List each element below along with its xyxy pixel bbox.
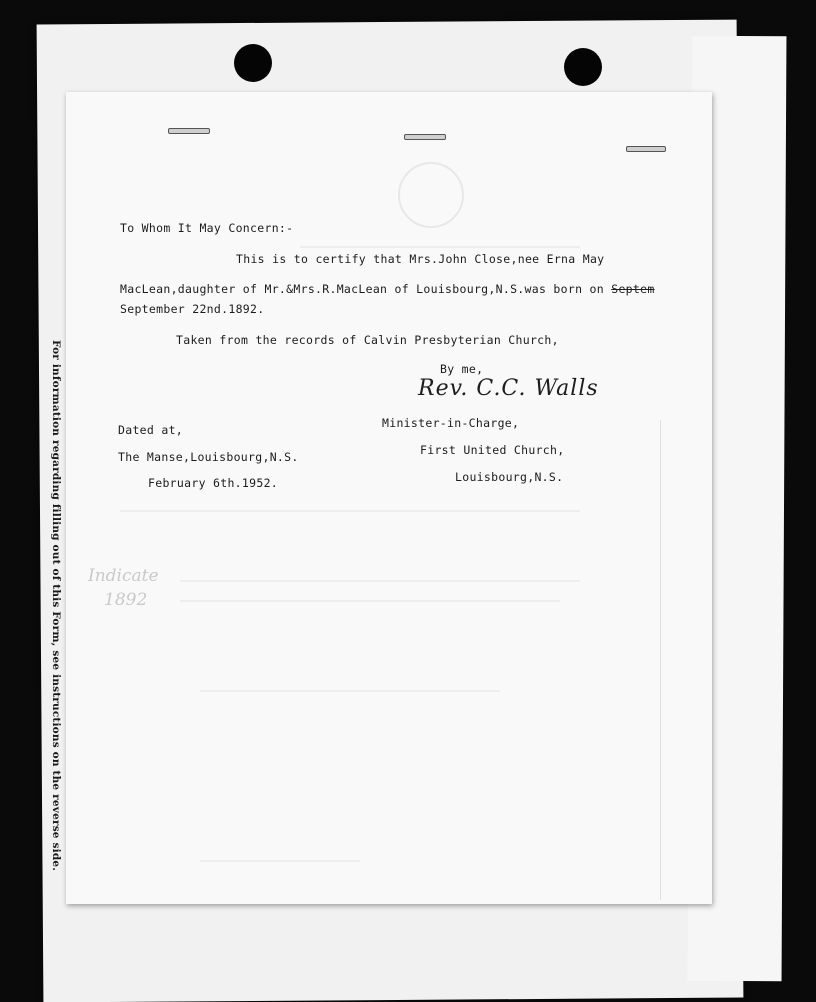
show-through-handwriting: Indicate [88, 566, 159, 586]
minister-title: Minister-in-Charge, [382, 416, 520, 430]
dated-at-label: Dated at, [118, 423, 184, 437]
staple-right [626, 146, 666, 152]
struck-out-text: Septem [611, 282, 655, 296]
certification-line-1: This is to certify that Mrs.John Close,nee Erna May [236, 252, 605, 266]
show-through-line [120, 510, 580, 512]
certification-line-2 [120, 282, 655, 296]
show-through-line [200, 860, 360, 862]
form-instruction-note: For information regarding filling out of this Form, see instructions on the reverse side. [50, 340, 62, 872]
staple-left [168, 128, 210, 134]
punch-hole-right [564, 48, 602, 86]
certification-line-2-text: MacLean,daughter of Mr.&Mrs.R.MacLean of Louisbourg,N.S.was born on [120, 282, 604, 296]
salutation: To Whom It May Concern:- [120, 221, 294, 235]
show-through-handwriting-year: 1892 [104, 590, 148, 610]
show-through-heading [300, 246, 580, 248]
staple-middle [404, 134, 446, 140]
paper-fold [660, 420, 661, 900]
church-name: First United Church, [420, 443, 565, 457]
dated-place: The Manse,Louisbourg,N.S. [118, 450, 299, 464]
show-through-line [180, 600, 560, 602]
certificate-letter [66, 92, 712, 904]
dated-date: February 6th.1952. [148, 476, 279, 490]
show-through-line [180, 580, 580, 582]
show-through-line [200, 690, 500, 692]
by-me-label: By me, [440, 362, 484, 376]
show-through-crest-icon [398, 162, 464, 228]
birth-date-line: September 22nd.1892. [120, 302, 265, 316]
minister-signature: Rev. C.C. Walls [418, 376, 599, 401]
punch-hole-left [234, 44, 272, 82]
records-source-line: Taken from the records of Calvin Presbyterian Church, [176, 333, 559, 347]
church-location: Louisbourg,N.S. [455, 470, 564, 484]
